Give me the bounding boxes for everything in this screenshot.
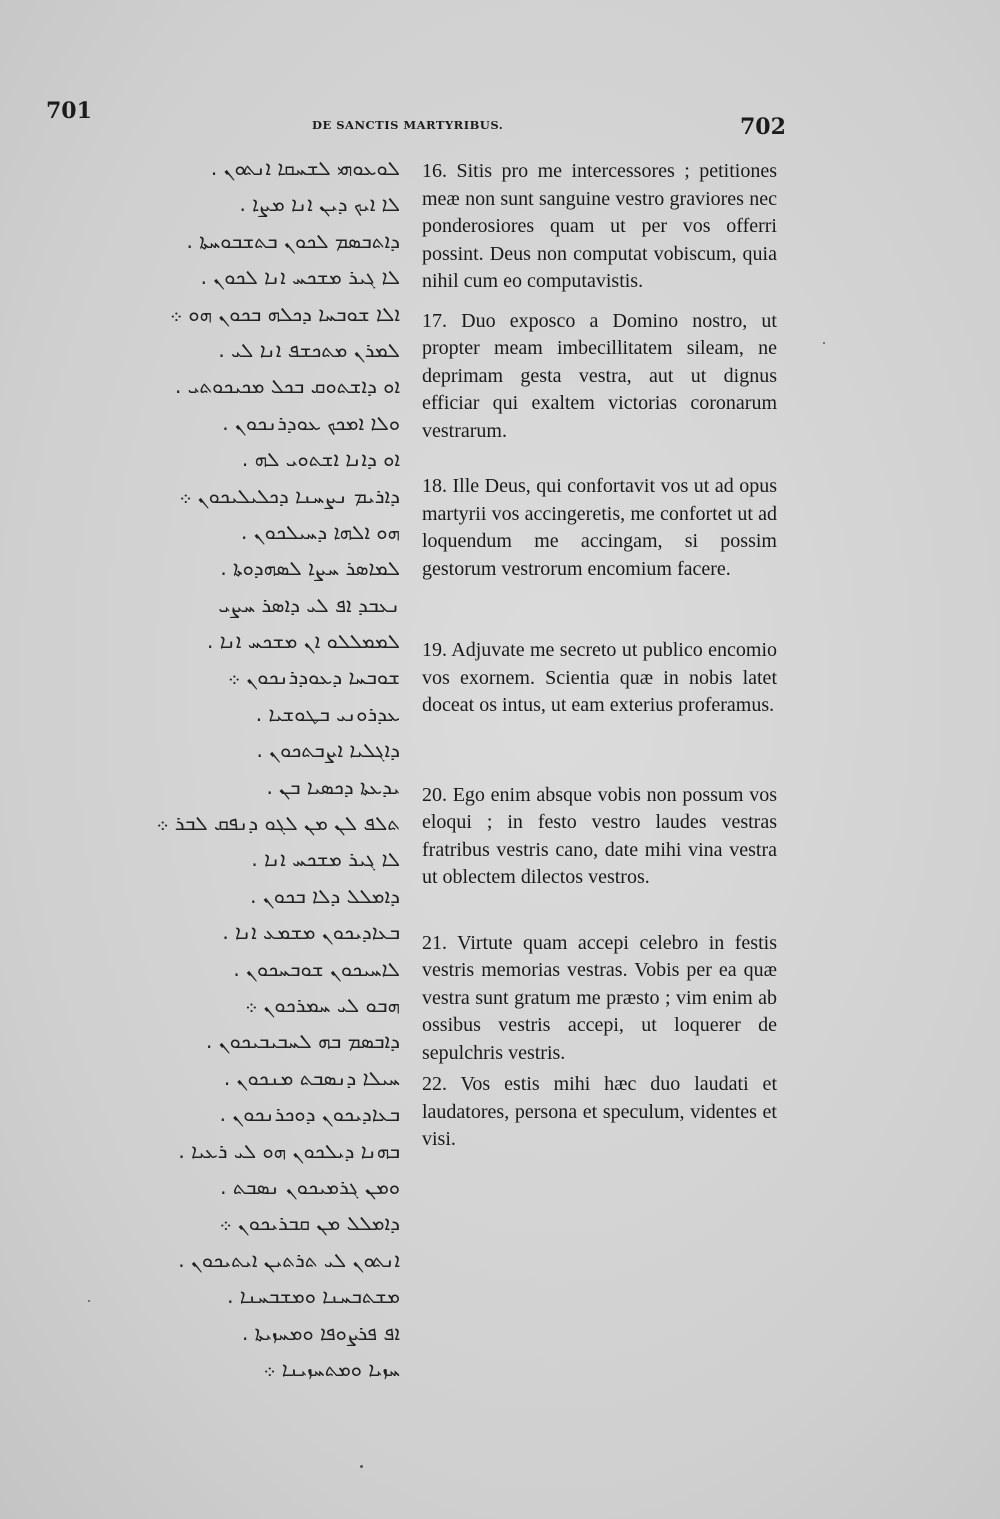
syriac-line: ܐܘ ܕܐܫܬܘܩ ܒܟܠ ܡܟܝܟܘܬܝ . bbox=[174, 374, 400, 399]
syriac-line: ܠܐ ܓܝܪ ܡܫܟܚ ܐܢܐ . bbox=[251, 847, 400, 872]
latin-paragraph-16: 16. Sitis pro me intercessores ; petitiones meæ non sunt sanguine vestro graviores nec ponderosiores quam ut per vos offerri possint. Deus non computat vobiscum, quia nihil cum eo computavistis. bbox=[422, 160, 777, 292]
page-header bbox=[0, 98, 1000, 138]
syriac-line: ܕܐܡܠܠ ܕܠܐ ܒܟܘܢ . bbox=[250, 883, 400, 908]
syriac-line: ܐܠܐ ܫܘܒܚܐ ܕܟܠܗ ܒܟܘܢ ܗܘ ܀ bbox=[169, 301, 400, 326]
syriac-line: ܠܘܥܘܗܝ ܠܫܚܩܐ ܐܢܬܘܢ . bbox=[210, 156, 400, 180]
syriac-line: ܥܕܪܘܢܝ ܒܛܘܫܝܐ . bbox=[255, 701, 400, 726]
syriac-line: ܠܡܐܣܪ ܚܨܐ ܠܣܗܕܘܬܐ . bbox=[220, 556, 400, 581]
syriac-line: ܕܐܪܝܡ ܢܨܚܢܐ ܕܟܠܝܠܝܟܘܢ ܀ bbox=[179, 483, 400, 508]
ink-speck bbox=[823, 342, 825, 344]
syriac-line: ܘܠܐ ܐܡܟܟ ܥܘܕܪܢܟܘܢ . bbox=[222, 410, 400, 435]
syriac-line: ܡܫܬܒܚܢܐ ܘܡܫܒܚܢܐ . bbox=[227, 1284, 400, 1309]
syriac-text-column bbox=[150, 150, 400, 1387]
latin-paragraph-21: 21. Virtute quam accepi celebro in festis vestris memorias vestras. Vobis per ea quæ vestra sunt gratum me præsto ; vim enim ab ossibus vestris accepi, ut loquerer de sepulchris vestris. bbox=[422, 931, 777, 1064]
syriac-line: ܕܐܡܠܠ ܡܢ ܩܒܪܝܟܘܢ ܀ bbox=[219, 1211, 400, 1236]
syriac-line: ܗܘ ܐܠܗܐ ܕܚܝܠܟܘܢ . bbox=[241, 519, 400, 544]
syriac-line: ܕܐܒܣܡ ܒܗ ܠܚܒܝܒܝܟܘܢ . bbox=[206, 1029, 400, 1054]
syriac-line: ܚܙܝܐ ܘܡܬܚܙܝܢܐ ܀ bbox=[263, 1356, 400, 1381]
page-number-right: 702 bbox=[740, 114, 786, 140]
ink-speck bbox=[360, 1465, 363, 1468]
syriac-line: ܚܝܠܐ ܕܢܣܒܬ ܡܢܟܘܢ . bbox=[223, 1065, 400, 1090]
page-number-left: 701 bbox=[46, 98, 92, 124]
latin-paragraph-22: 22. Vos estis mihi hæc duo laudati et laudatores, persona et speculum, videntes et visi. bbox=[422, 1073, 777, 1150]
syriac-line: ܐܘ ܕܐܢܐ ܐܫܬܘܝ ܠܗ . bbox=[241, 447, 400, 472]
syriac-line: ܝܕܥܬܐ ܕܟܣܝܐ ܒܢ . bbox=[266, 774, 400, 799]
syriac-line: ܫܘܒܚܐ ܕܥܘܕܪܢܟܘܢ ܀ bbox=[228, 665, 400, 690]
latin-text-column bbox=[422, 158, 777, 1154]
latin-paragraph-20: 20. Ego enim absque vobis non possum vos eloqui ; in festo vestro laudes vestras fratribus vestris cano, date mihi vina vestra ut oblectem dilectos vestros. bbox=[422, 783, 777, 888]
running-title: DE SANCTIS MARTYRIBUS. bbox=[312, 118, 504, 132]
syriac-line: ܐܢܬܘܢ ܠܝ ܬܪܬܝܢ ܐܝܬܝܟܘܢ . bbox=[178, 1247, 400, 1272]
syriac-line: ܢܥܒܕ ܐܦ ܠܝ ܕܐܣܪ ܚܨܝ bbox=[218, 592, 400, 617]
syriac-line: ܠܐ ܐܝܟ ܕܝܢ ܐܢܐ ܡܨܐ . bbox=[239, 192, 400, 217]
syriac-line: ܕܐܓܠܝܐ ܐܨܒܬܟܘܢ . bbox=[256, 738, 400, 763]
syriac-line: ܐܦ ܦܪܨܘܦܐ ܘܡܚܙܝܬܐ . bbox=[241, 1320, 400, 1345]
latin-paragraph-19: 19. Adjuvate me secreto ut publico encomio vos exornem. Scientia quæ in nobis latet doceat os intus, ut eam exterius proferamus. bbox=[422, 639, 777, 716]
syriac-line: ܘܡܢ ܓܪܡܝܟܘܢ ܢܣܒܬ . bbox=[220, 1174, 400, 1199]
syriac-line: ܬܠܦ ܠܢ ܡܢ ܠܓܘ ܕܢܦܩ ܠܒܪ ܀ bbox=[156, 811, 400, 836]
syriac-line: ܒܥܐܕܝܟܘܢ ܡܫܡܥ ܐܢܐ . bbox=[222, 920, 400, 945]
ink-speck bbox=[88, 1300, 90, 1302]
syriac-line: ܠܐܚܝܟܘܢ ܫܘܒܚܟܘܢ . bbox=[233, 956, 400, 981]
syriac-line: ܒܥܐܕܝܟܘܢ ܕܘܟܪܢܟܘܢ . bbox=[219, 1102, 400, 1127]
syriac-line: ܗܒܘ ܠܝ ܚܡܪܟܘܢ ܀ bbox=[245, 992, 400, 1017]
syriac-line: ܒܗܢܐ ܕܝܠܟܘܢ ܗܘ ܠܝ ܪܥܝܐ . bbox=[178, 1138, 400, 1163]
syriac-line: ܠܡܡܠܠܘ ܐܢ ܡܫܟܚ ܐܢܐ . bbox=[207, 629, 400, 654]
syriac-line: ܕܐܬܒܣܡ ܠܟܘܢ ܒܬܫܒܘܚܬܐ . bbox=[186, 228, 400, 253]
syriac-line: ܠܐ ܓܝܪ ܡܫܟܚ ܐܢܐ ܠܟܘܢ . bbox=[200, 265, 400, 290]
syriac-line: ܠܡܪܢ ܡܬܟܫܦ ܐܢܐ ܠܝ . bbox=[218, 337, 400, 362]
latin-paragraph-17: 17. Duo exposco a Domino nostro, ut propter meam imbecillitatem sileam, ne deprimam gesta vestra, aut ut dignus efficiar qui exaltem victorias coronarum vestrarum. bbox=[422, 309, 777, 442]
latin-paragraph-18: 18. Ille Deus, qui confortavit vos ut ad opus martyrii vos accingeretis, me confortet ut ad loquendum me accingam, si possim gestorum vestrorum encomium facere. bbox=[422, 475, 777, 580]
